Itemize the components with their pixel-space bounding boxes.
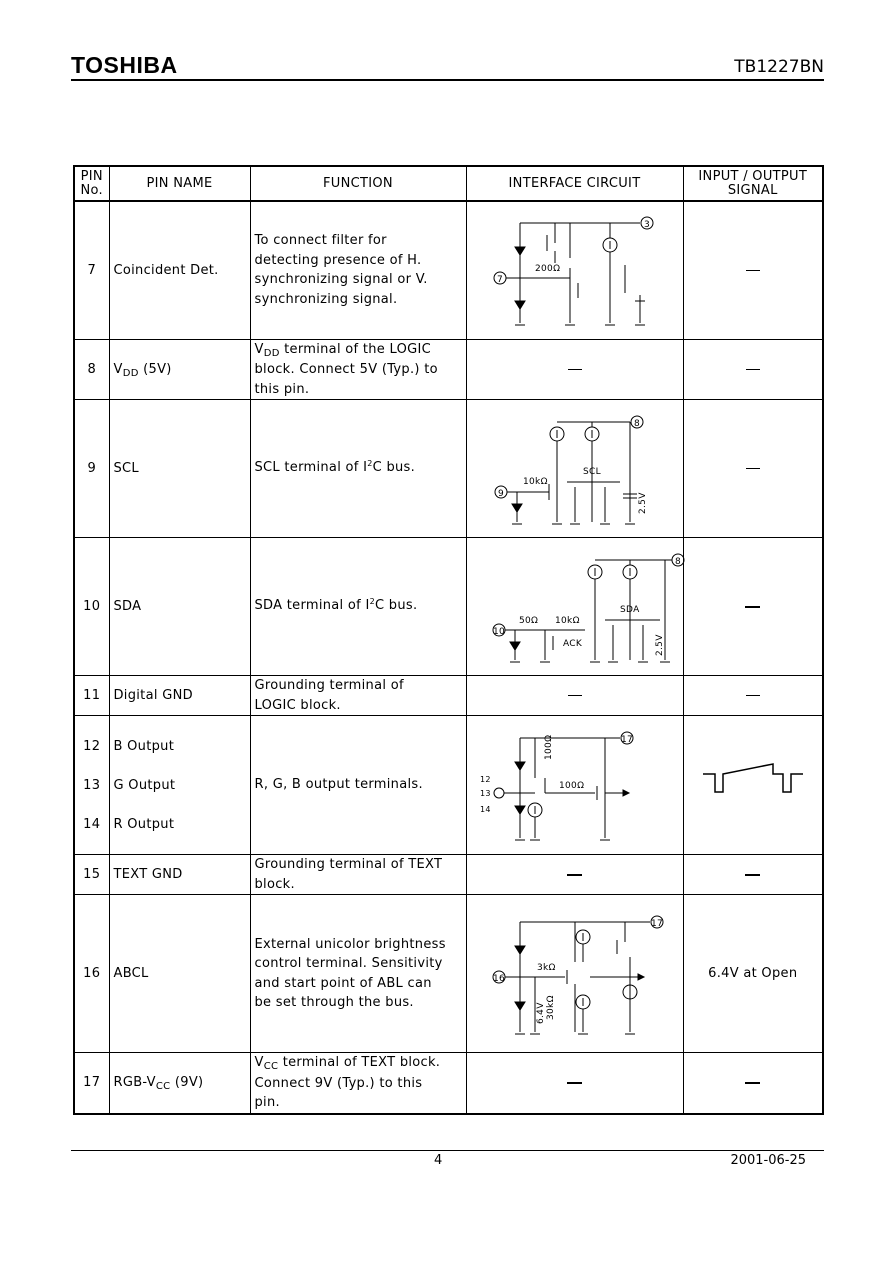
interface-circuit (466, 676, 683, 716)
pin-function: SDA terminal of $I^2C$ bus. (250, 538, 466, 676)
io-signal (683, 716, 823, 855)
table-row (74, 400, 823, 538)
table-row (74, 1053, 823, 1114)
pin-name: $V_{DD}$ (5V) (109, 339, 250, 400)
footer-date: 2001-06-25 (730, 1153, 806, 1168)
pin-function: SCL terminal of $I^2C$ bus. (250, 400, 466, 538)
circuit-label: ACK (562, 638, 582, 649)
dash (746, 695, 760, 696)
dash (568, 369, 582, 370)
pin-name: B Output G Output R Output (109, 716, 250, 855)
page-number: 4 (434, 1153, 443, 1168)
waveform-icon (693, 758, 813, 808)
dash (745, 1082, 760, 1084)
header-pin-no: PIN No. (74, 166, 109, 201)
pin-function: Grounding terminal of TEXT block. (250, 855, 466, 895)
pin-name: TEXT GND (109, 855, 250, 895)
dash (746, 468, 760, 469)
pin-label: 12 (479, 775, 491, 784)
pin-function: R, G, B output terminals. (250, 716, 466, 855)
pin-name: Coincident Det. (109, 201, 250, 339)
header-rule (71, 79, 824, 81)
io-signal (683, 400, 823, 538)
pin-label: 13 (479, 789, 491, 798)
circuit-diagram-pin9 (475, 402, 675, 532)
voltage-label: 6.4V (535, 1001, 546, 1024)
resistor-label: 3kΩ (536, 962, 556, 973)
resistor-label: 200Ω (534, 264, 560, 275)
io-signal (683, 1053, 823, 1114)
table-row (74, 676, 823, 716)
header-pin-name: PIN NAME (109, 166, 250, 201)
io-signal: 6.4V at Open (683, 895, 823, 1053)
pin-name: RGB-$V_{CC}$ (9V) (109, 1053, 250, 1114)
node-label: 7 (496, 275, 503, 286)
pin-function: $V_{CC}$ terminal of TEXT block. Connect 9V (Typ.) to this pin. (250, 1053, 466, 1114)
interface-circuit (466, 716, 683, 855)
io-signal (683, 339, 823, 400)
pin-number: 9 (74, 400, 109, 538)
table-header-row (74, 166, 823, 201)
table-row (74, 201, 823, 339)
table-row (74, 339, 823, 400)
pin-number: 17 (74, 1053, 109, 1114)
dash (746, 369, 760, 370)
dash (746, 270, 760, 271)
io-signal (683, 201, 823, 339)
table-row (74, 538, 823, 676)
interface-circuit (466, 1053, 683, 1114)
interface-circuit (466, 538, 683, 676)
io-signal (683, 538, 823, 676)
resistor-label: 10kΩ (522, 476, 548, 487)
voltage-label: 2.5V (654, 633, 665, 656)
dash (567, 874, 582, 876)
interface-circuit (466, 339, 683, 400)
brand-logo: TOSHIBA (71, 52, 178, 78)
pin-number: 8 (74, 339, 109, 400)
node-label: 16 (492, 973, 505, 984)
pin-number: 7 (74, 201, 109, 339)
resistor-label: 30kΩ (545, 994, 556, 1020)
pin-function: To connect filter for detecting presence of H. synchronizing signal or V. synchronizing signal. (250, 201, 466, 339)
interface-circuit (466, 400, 683, 538)
resistor-label: 100Ω (543, 734, 554, 760)
pin-number: 15 (74, 855, 109, 895)
voltage-label: 2.5V (637, 491, 648, 514)
pin-table (73, 165, 824, 1115)
node-label: 17 (650, 918, 663, 929)
io-signal (683, 676, 823, 716)
dash (567, 1082, 582, 1084)
pin-name: ABCL (109, 895, 250, 1053)
header-interface-circuit: INTERFACE CIRCUIT (466, 166, 683, 201)
table-row (74, 855, 823, 895)
pin-number: 16 (74, 895, 109, 1053)
interface-circuit (466, 855, 683, 895)
node-label: 8 (674, 556, 681, 567)
dash (568, 695, 582, 696)
dash (745, 606, 760, 608)
circuit-label: SCL (582, 466, 601, 477)
part-number: TB1227BN (734, 57, 824, 77)
circuit-diagram-pin12-14 (475, 718, 675, 848)
io-signal (683, 855, 823, 895)
circuit-label: SDA (619, 604, 640, 615)
interface-circuit (466, 201, 683, 339)
pin-function: External unicolor brightness control terminal. Sensitivity and start point of ABL can be set through the bus. (250, 895, 466, 1053)
node-label: 8 (633, 418, 640, 429)
resistor-label: 10kΩ (554, 615, 580, 626)
resistor-label: 50Ω (518, 615, 538, 626)
resistor-label: 100Ω (558, 781, 584, 791)
pin-name: Digital GND (109, 676, 250, 716)
circuit-diagram-pin10 (475, 540, 681, 670)
dash (745, 874, 760, 876)
circuit-diagram-pin16 (475, 902, 675, 1042)
interface-circuit (466, 895, 683, 1053)
pin-function: $V_{DD}$ terminal of the LOGIC block. Connect 5V (Typ.) to this pin. (250, 339, 466, 400)
pin-number: 10 (74, 538, 109, 676)
header-io-signal: INPUT / OUTPUT SIGNAL (683, 166, 823, 201)
pin-number: 11 (74, 676, 109, 716)
pin-function: Grounding terminal of LOGIC block. (250, 676, 466, 716)
header-function: FUNCTION (250, 166, 466, 201)
circuit-diagram-pin7 (475, 203, 675, 333)
pin-number: 12 13 14 (74, 716, 109, 855)
table-row (74, 716, 823, 855)
table-row (74, 895, 823, 1053)
pin-label: 14 (479, 805, 491, 814)
pin-name: SCL (109, 400, 250, 538)
node-label: 3 (643, 220, 650, 231)
pin-name: SDA (109, 538, 250, 676)
node-label: 10 (492, 626, 505, 637)
node-label: 17 (620, 735, 633, 745)
footer-rule (71, 1150, 824, 1151)
node-label: 9 (497, 488, 504, 499)
